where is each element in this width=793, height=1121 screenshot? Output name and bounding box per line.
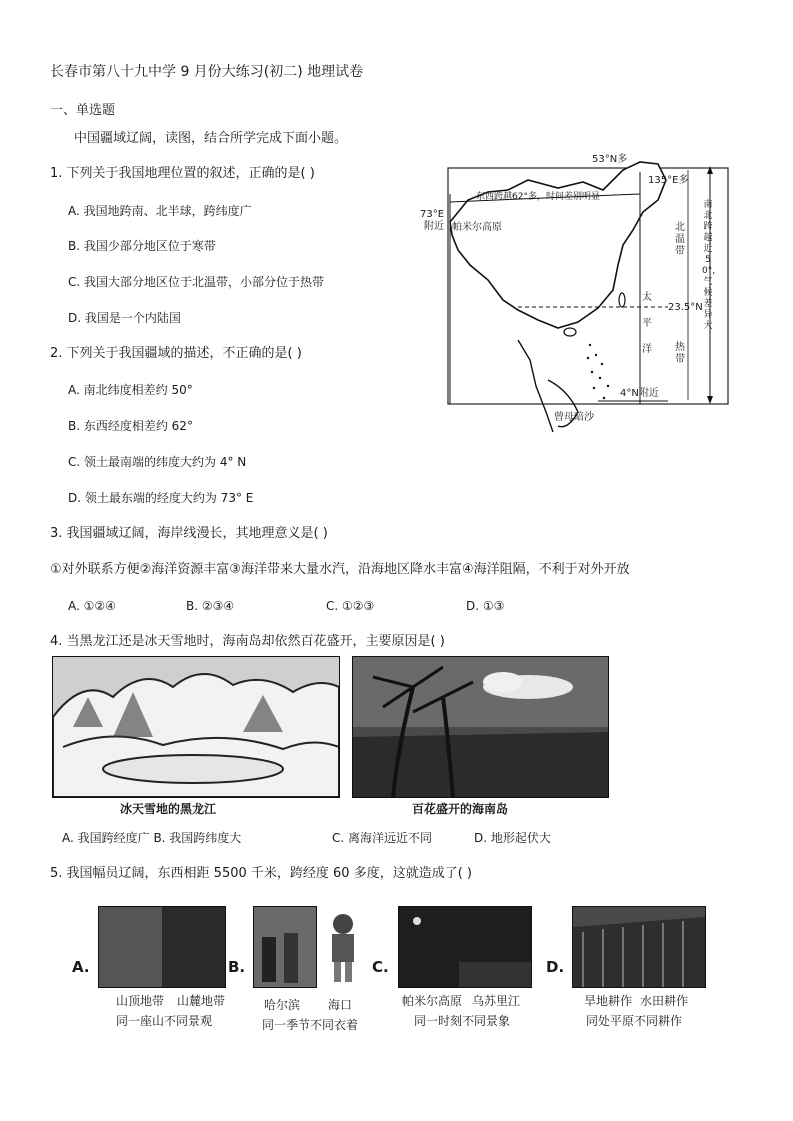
q5-option-b-image-left[interactable] bbox=[253, 906, 317, 988]
q4-option-c[interactable]: C. 离海洋远近不同 bbox=[332, 831, 433, 845]
q5-a-label1: 山顶地带 bbox=[116, 994, 165, 1008]
q5-a-label2: 山麓地带 bbox=[177, 994, 226, 1008]
q5-option-a-letter[interactable]: A. bbox=[72, 958, 90, 976]
map-label-zengmu: 曾母暗沙 bbox=[554, 412, 594, 423]
q1-option-a[interactable]: A. 我国地跨南、北半球，跨纬度广 bbox=[68, 204, 252, 218]
q2-option-b[interactable]: B. 东西经度相差约 62° bbox=[68, 419, 193, 433]
q5-b-desc: 同一季节不同衣着 bbox=[262, 1018, 359, 1032]
intro-text: 中国疆域辽阔，读图，结合所学完成下面小题。 bbox=[74, 131, 348, 146]
q5-stem: 5. 我国幅员辽阔，东西相距 5500 千米，跨经度 60 多度，这就造成了( ) bbox=[50, 866, 472, 881]
q5-c-label1: 帕米尔高原 bbox=[402, 994, 463, 1008]
q3-option-b[interactable]: B. ②③④ bbox=[186, 599, 235, 613]
q3-option-c[interactable]: C. ①②③ bbox=[326, 599, 375, 613]
q2-option-a[interactable]: A. 南北纬度相差约 50° bbox=[68, 383, 193, 397]
map-label-135e: 135°E多 bbox=[648, 175, 689, 186]
q5-d-label2: 水田耕作 bbox=[640, 994, 689, 1008]
q5-b-label2: 海口 bbox=[328, 998, 353, 1012]
q2-option-c[interactable]: C. 领土最南端的纬度大约为 4° N bbox=[68, 455, 247, 469]
q3-stem: 3. 我国疆域辽阔，海岸线漫长，其地理意义是( ) bbox=[50, 526, 328, 541]
q2-option-d[interactable]: D. 领土最东端的经度大约为 73° E bbox=[68, 491, 254, 505]
q5-option-b-image-right[interactable] bbox=[318, 906, 368, 986]
q4-caption-left: 冰天雪地的黑龙江 bbox=[120, 802, 217, 816]
q5-option-b-letter[interactable]: B. bbox=[228, 958, 246, 976]
q1-stem: 1. 下列关于我国地理位置的叙述，正确的是( ) bbox=[50, 166, 315, 181]
q5-option-d-letter[interactable]: D. bbox=[546, 958, 565, 976]
q5-d-desc: 同处平原不同耕作 bbox=[586, 1014, 683, 1028]
map-label-4n: 4°N附近 bbox=[620, 388, 659, 399]
q1-option-d[interactable]: D. 我国是一个内陆国 bbox=[68, 311, 181, 325]
heilongjiang-snow-image bbox=[52, 656, 340, 798]
map-label-53n: 53°N多 bbox=[592, 154, 628, 165]
map-label-north-temperate: 北温带 bbox=[675, 222, 685, 257]
map-label-ew-span: 东西跨越62°多，时间差别明显 bbox=[476, 192, 600, 202]
q5-c-label2: 乌苏里江 bbox=[472, 994, 521, 1008]
map-label-73e-note: 附近 bbox=[424, 221, 444, 232]
q5-b-label1: 哈尔滨 bbox=[264, 998, 301, 1012]
hainan-flowers-image bbox=[352, 656, 609, 798]
q5-option-a-image[interactable] bbox=[98, 906, 226, 988]
q5-option-c-letter[interactable]: C. bbox=[372, 958, 389, 976]
q1-option-b[interactable]: B. 我国少部分地区位于寒带 bbox=[68, 239, 216, 253]
q3-option-d[interactable]: D. ①③ bbox=[466, 599, 505, 613]
q3-items: ①对外联系方便②海洋资源丰富③海洋带来大量水汽，沿海地区降水丰富④海洋阻隔，不利于对外开放 bbox=[50, 562, 630, 577]
q4-stem: 4. 当黑龙江还是冰天雪地时，海南岛却依然百花盛开，主要原因是( ) bbox=[50, 634, 445, 649]
q1-option-c[interactable]: C. 我国大部分地区位于北温带，小部分位于热带 bbox=[68, 275, 325, 289]
q4-option-d[interactable]: D. 地形起伏大 bbox=[474, 831, 551, 845]
map-label-pacific: 太平洋 bbox=[642, 292, 652, 355]
q5-c-desc: 同一时刻不同景象 bbox=[414, 1014, 511, 1028]
section-label: 一、单选题 bbox=[50, 103, 116, 118]
map-label-tropical: 热带 bbox=[675, 342, 685, 365]
q3-option-a[interactable]: A. ①②④ bbox=[68, 599, 116, 613]
q2-stem: 2. 下列关于我国疆域的描述，不正确的是( ) bbox=[50, 346, 302, 361]
q5-d-label1: 旱地耕作 bbox=[584, 994, 633, 1008]
q5-a-desc: 同一座山不同景观 bbox=[116, 1014, 213, 1028]
map-label-ns-note: 南北跨越近50°，气候差异大 bbox=[702, 200, 722, 331]
page-title: 长春市第八十九中学 9 月份大练习(初二) 地理试卷 bbox=[50, 64, 364, 80]
q5-option-d-image[interactable] bbox=[572, 906, 706, 988]
q4-caption-right: 百花盛开的海南岛 bbox=[412, 802, 509, 816]
map-label-pamir: 帕米尔高原 bbox=[452, 222, 502, 233]
q5-option-c-image[interactable] bbox=[398, 906, 532, 988]
map-label-73e: 73°E bbox=[420, 209, 445, 220]
q4-option-ab[interactable]: A. 我国跨经度广 B. 我国跨纬度大 bbox=[62, 831, 242, 845]
map-label-tropic: 23.5°N bbox=[668, 302, 703, 313]
